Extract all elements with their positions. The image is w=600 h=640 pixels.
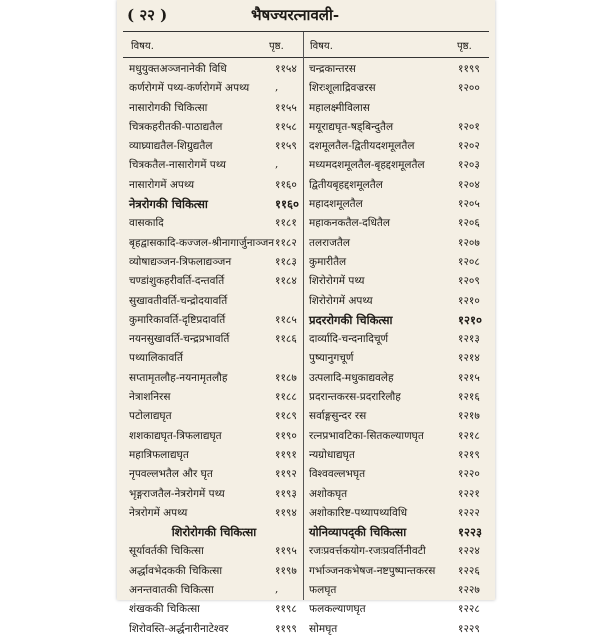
entry-title: शिरोरोगमें पथ्य <box>309 275 365 288</box>
entry-page: १२१३ <box>458 333 480 346</box>
entry-page: , <box>275 583 279 596</box>
entry-title: मयूराद्यघृत-षड्बिन्दुतैल <box>309 120 394 133</box>
entry-title: अशोकघृत <box>309 487 348 500</box>
entry-page: , <box>275 158 279 171</box>
entry-title: शशकाद्यघृत-त्रिफलाद्यघृत <box>129 429 222 442</box>
header-rule <box>123 31 489 32</box>
section-heading: नेत्ररोगकी चिकित्सा <box>129 197 208 212</box>
entry-page: १२१६ <box>458 391 480 404</box>
entry-page: १२०६ <box>458 217 480 230</box>
index-row <box>117 331 495 350</box>
index-row <box>117 621 495 640</box>
entry-page: ११९० <box>275 429 297 442</box>
index-row <box>117 293 495 312</box>
entry-title: कर्णरोगमें पथ्य-कर्णरोगमें अपथ्य <box>129 82 250 95</box>
entry-page: १२१९ <box>458 448 480 461</box>
entry-title: पथ्यालिकावर्ति <box>129 352 183 365</box>
entry-page: १२२२ <box>458 506 480 519</box>
left-column-heading: विषय. <box>131 41 154 52</box>
entry-page: ११६० <box>275 197 299 212</box>
entry-page: ११८४ <box>275 275 297 288</box>
index-row <box>117 80 495 99</box>
entry-page: ११९८ <box>275 603 297 616</box>
entry-page: ११५८ <box>275 120 297 133</box>
entry-page: १२२८ <box>458 603 480 616</box>
entry-title: फलघृत <box>309 584 337 597</box>
entry-title: बृहद्वासकादि-कज्जल-श्रीनागार्जुनाञ्जन <box>129 236 275 249</box>
book-page <box>117 0 495 635</box>
entry-title: सूर्यावर्तकी चिकित्सा <box>129 545 204 558</box>
entry-page: ११८३ <box>275 255 297 268</box>
entry-page: ११८६ <box>275 333 297 346</box>
entry-title: दशमूलतैल-द्वितीयदशमूलतैल <box>309 140 415 153</box>
index-row <box>117 61 495 80</box>
page-number: ( २२ ) <box>127 6 168 24</box>
entry-page: ११५४ <box>275 63 297 75</box>
entry-title: उत्पलादि-मधुकाद्यवलेह <box>309 371 394 384</box>
entry-page: ११९४ <box>275 506 297 519</box>
entry-title: विश्ववल्लभघृत <box>309 468 366 481</box>
entry-title: नयनसुखावर्ति-चन्द्रप्रभावर्ति <box>129 333 230 346</box>
entry-page: १२०३ <box>458 159 480 172</box>
entry-title: व्याघ्र्याद्यतैल-शिग्रुद्यतैल <box>129 140 213 153</box>
index-row <box>117 486 495 505</box>
index-row <box>117 505 495 524</box>
index-row <box>117 543 495 562</box>
left-page-heading: पृष्ठ. <box>269 41 284 52</box>
entry-title: सुखावतीवर्ति-चन्द्रोदयावर्ति <box>129 294 228 307</box>
index-row <box>117 408 495 427</box>
entry-page: १२१० <box>458 312 482 327</box>
entry-title: फलकल्याणघृत <box>309 603 366 616</box>
entry-title: चित्रकतैल-नासारोगमें पथ्य <box>129 159 226 172</box>
entry-page: ११५९ <box>275 140 297 153</box>
entry-page: १२०० <box>458 82 480 95</box>
entry-page: १२१४ <box>458 352 480 365</box>
entry-page: ११९२ <box>275 468 297 481</box>
entry-title: महाकनकतैल-दधितैल <box>309 217 391 230</box>
index-row <box>117 235 495 254</box>
entry-page: ११९९ <box>458 63 480 75</box>
entry-page: ११८९ <box>275 410 297 423</box>
entry-page: १२२९ <box>458 622 480 635</box>
entry-title: वासकादि <box>129 217 164 230</box>
entry-page: ११९१ <box>275 448 297 461</box>
entry-title: शिरःशूलाद्रिवज्ररस <box>309 82 376 95</box>
index-row <box>117 138 495 157</box>
entry-title: चन्द्रकान्तरस <box>309 63 356 75</box>
entry-page: ११८२ <box>275 236 297 249</box>
index-row <box>117 370 495 389</box>
entry-title: नेत्ररोगमें अपथ्य <box>129 506 188 519</box>
index-row <box>117 582 495 601</box>
index-row <box>117 350 495 369</box>
column-heading-rule <box>123 57 489 58</box>
entry-title: दार्व्यादि-चन्दनादिचूर्ण <box>309 333 389 346</box>
entry-title: मध्यमदशमूलतैल-बृहद्दशमूलतैल <box>309 159 425 172</box>
entry-page: १२०८ <box>458 255 480 268</box>
index-row <box>117 466 495 485</box>
index-row <box>117 428 495 447</box>
entry-title: कुमारिकावर्ति-दृष्टिप्रदावर्ति <box>129 313 226 326</box>
page-header <box>123 4 489 26</box>
index-row <box>117 100 495 119</box>
entry-title: मधुयुक्तअञ्जनानेकी विधि <box>129 63 227 75</box>
entry-title: गर्भाञ्जनकभेषज-नष्टपुष्पान्तकरस <box>309 564 436 577</box>
section-heading: प्रदररोगकी चिकित्सा <box>309 312 393 327</box>
entry-page: १२२३ <box>458 525 482 540</box>
entry-title: शंखककी चिकित्सा <box>129 603 200 616</box>
entry-page: ११९३ <box>275 487 297 500</box>
entry-title: रजःप्रवर्त्तकयोग-रजःप्रवर्तिनीवटी <box>309 545 426 558</box>
entry-page: १२२० <box>458 468 480 481</box>
entry-page: ११९९ <box>275 622 297 635</box>
entry-page: ११६० <box>275 178 297 191</box>
index-row <box>117 312 495 331</box>
index-row <box>117 524 495 543</box>
entry-title: नेत्राशनिरस <box>129 391 171 404</box>
entry-page: ११८७ <box>275 371 297 384</box>
entry-page: ११९७ <box>275 564 297 577</box>
section-heading: योनिव्यापद्की चिकित्सा <box>309 525 407 540</box>
entry-title: सप्तामृतलौह-नयनामृतलौह <box>129 371 228 384</box>
entry-title: अशोकारिष्ट-पथ्यापथ्यविधि <box>309 506 408 519</box>
section-heading: शिरोरोगकी चिकित्सा <box>171 525 257 540</box>
entry-page: १२२६ <box>458 564 480 577</box>
entry-title: द्वितीयबृहद्दशमूलतैल <box>309 178 383 191</box>
entry-title: शिरोरोगमें अपथ्य <box>309 294 373 307</box>
index-row <box>117 601 495 620</box>
entry-title: रत्नप्रभावटिका-सितकल्याणघृत <box>309 429 424 442</box>
entry-title: नृपवल्लभतैल और घृत <box>129 468 213 481</box>
right-page-heading: पृष्ठ. <box>457 41 472 52</box>
entry-title: महात्रिफलाद्यघृत <box>129 448 189 461</box>
entry-title: महादशमूलतैल <box>309 198 363 211</box>
entry-page: १२०१ <box>458 120 480 133</box>
entry-page: ११८५ <box>275 313 297 326</box>
entry-title: नासारोगमें अपथ्य <box>129 178 195 191</box>
index-row <box>117 447 495 466</box>
index-row <box>117 119 495 138</box>
entry-title: अर्द्धावभेदककी चिकित्सा <box>129 564 223 577</box>
index-row <box>117 196 495 215</box>
index-table <box>117 61 495 640</box>
entry-title: न्यग्रोधाद्यघृत <box>309 448 355 461</box>
entry-page: , <box>275 81 279 94</box>
entry-page: ११८१ <box>275 217 297 230</box>
entry-title: कुमारीतैल <box>309 255 347 268</box>
index-row <box>117 563 495 582</box>
entry-title: नासारोगकी चिकित्सा <box>129 101 208 114</box>
entry-page: १२१० <box>458 294 480 307</box>
entry-title: चण्डांशुकहरीवर्ति-दन्तवर्ति <box>129 275 225 288</box>
index-row <box>117 389 495 408</box>
entry-title: अनन्तवातकी चिकित्सा <box>129 584 214 597</box>
index-row <box>117 177 495 196</box>
entry-title: महालक्ष्मीविलास <box>309 101 370 114</box>
entry-page: १२१८ <box>458 429 480 442</box>
entry-title: सोमघृत <box>309 622 338 635</box>
entry-page: १२१५ <box>458 371 480 384</box>
entry-page: १२०२ <box>458 140 480 153</box>
entry-page: १२०५ <box>458 198 480 211</box>
entry-page: १२२७ <box>458 584 480 597</box>
entry-title: पुष्यानुगचूर्ण <box>309 352 354 365</box>
right-column-heading: विषय. <box>310 41 333 52</box>
entry-title: तलराजतैल <box>309 236 351 249</box>
entry-title: चित्रकहरीतकी-पाठाद्यतैल <box>129 120 223 133</box>
entry-title: सर्वाङ्गसुन्दर रस <box>309 410 367 423</box>
entry-page: १२२१ <box>458 487 480 500</box>
entry-page: ११५५ <box>275 101 297 114</box>
entry-page: १२०७ <box>458 236 480 249</box>
entry-page: १२२४ <box>458 545 480 558</box>
entry-page: १२०९ <box>458 275 480 288</box>
index-row <box>117 273 495 292</box>
entry-title: शिरोवस्ति-अर्द्धनारीनाटेश्वर <box>129 622 229 635</box>
entry-page: १२०४ <box>458 178 480 191</box>
entry-page: ११८८ <box>275 391 297 404</box>
entry-title: पटोलाद्यघृत <box>129 410 172 423</box>
entry-page: ११९५ <box>275 545 297 558</box>
entry-title: प्रदरान्तकरस-प्रदरारिलौह <box>309 391 401 404</box>
index-row <box>117 254 495 273</box>
index-row <box>117 215 495 234</box>
entry-page: १२१७ <box>458 410 480 423</box>
entry-title: भृङ्गराजतैल-नेत्ररोगमें पथ्य <box>129 487 225 500</box>
entry-title: व्योषाद्यञ्जन-त्रिफलाद्यञ्जन <box>129 255 232 268</box>
index-row <box>117 157 495 176</box>
book-title: भैषज्यरत्नावली- <box>251 6 340 24</box>
